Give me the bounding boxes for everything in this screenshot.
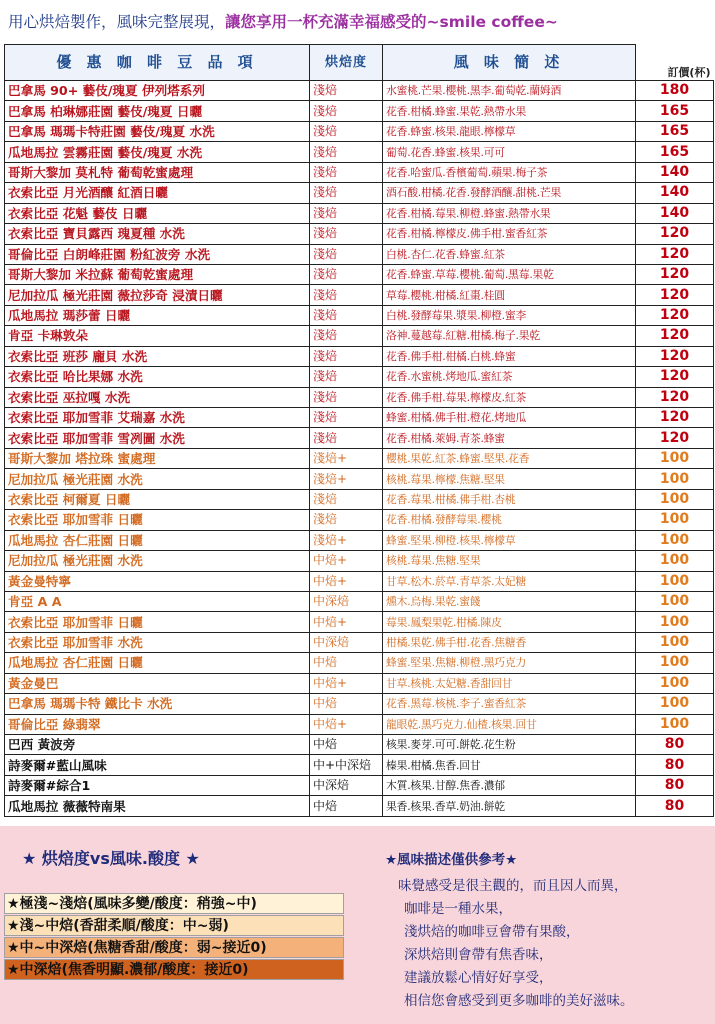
flavor-notes: 龍眼乾.黑巧克力.仙楂.核果.回甘 (383, 714, 636, 734)
flavor-notes: 花香.柑橘.萊姆.青茶.蜂蜜 (383, 428, 636, 448)
bean-name: 哥倫比亞 白朗峰莊園 粉紅波旁 水洗 (5, 244, 310, 264)
price: 100 (636, 489, 714, 509)
header-slogan (8, 10, 708, 34)
roast-level: 淺焙 (310, 142, 383, 162)
flavor-notes: 花香.蜂蜜.草莓.櫻桃.葡萄.黑莓.果乾 (383, 264, 636, 284)
roast-level: 中深焙 (310, 591, 383, 611)
bean-name: 瓜地馬拉 薇薇特南果 (5, 796, 310, 816)
table-row (5, 121, 714, 141)
roast-level: 淺焙+ (310, 530, 383, 550)
bean-name: 衣索比亞 耶加雪菲 日曬 (5, 612, 310, 632)
bean-name: 哥斯大黎加 塔拉珠 蜜處理 (5, 448, 310, 468)
table-row (5, 571, 714, 591)
table-row (5, 305, 714, 325)
legend-title: ★ 烘焙度vs風味.酸度 ★ (22, 849, 200, 868)
price: 80 (636, 796, 714, 816)
flavor-notes: 甘草.松木.菸草.青草茶.太妃糖 (383, 571, 636, 591)
flavor-notes: 甘草.核桃.太妃糖.香甜回甘 (383, 673, 636, 693)
table-row (5, 775, 714, 795)
table-row (5, 326, 714, 346)
legend-item: ★中深焙(焦香明顯.濃郁/酸度：接近0) (4, 959, 344, 980)
roast-level: 淺焙 (310, 264, 383, 284)
price: 140 (636, 203, 714, 223)
price: 165 (636, 101, 714, 121)
header-bean: 優 惠 咖 啡 豆 品 項 (5, 45, 310, 81)
table-row (5, 591, 714, 611)
table-row (5, 244, 714, 264)
price: 80 (636, 775, 714, 795)
roast-level: 淺焙 (310, 101, 383, 121)
flavor-notes: 洛神.蔓越莓.紅糖.柑橘.梅子.果乾 (383, 326, 636, 346)
flavor-notes: 酒石酸.柑橘.花香.發酵酒釀.甜桃.芒果 (383, 183, 636, 203)
table-row (5, 448, 714, 468)
table-row (5, 796, 714, 816)
table-row (5, 224, 714, 244)
table-row (5, 714, 714, 734)
roast-level: 中+中深焙 (310, 755, 383, 775)
roast-level: 淺焙 (310, 387, 383, 407)
table-header-row (5, 45, 714, 81)
coffee-bean-table (4, 44, 714, 817)
bean-name: 巴拿馬 瑪瑪卡特 鐵比卡 水洗 (5, 694, 310, 714)
bean-name: 詩麥爾#藍山風味 (5, 755, 310, 775)
table-row (5, 673, 714, 693)
table-row (5, 81, 714, 101)
bean-name: 衣索比亞 寶貝露西 瑰夏種 水洗 (5, 224, 310, 244)
price: 80 (636, 735, 714, 755)
roast-level: 淺焙 (310, 183, 383, 203)
table-row (5, 387, 714, 407)
flavor-notes: 花香.黑莓.核桃.李子.蜜香紅茶 (383, 694, 636, 714)
bean-name: 衣索比亞 耶加雪菲 日曬 (5, 510, 310, 530)
price: 120 (636, 326, 714, 346)
slogan-part-2: 讓您享用一杯充滿幸福感受的~smile coffee~ (225, 13, 558, 31)
table-row (5, 489, 714, 509)
table-row (5, 612, 714, 632)
price: 100 (636, 530, 714, 550)
bean-name: 衣索比亞 花魁 藝伎 日曬 (5, 203, 310, 223)
table-row (5, 735, 714, 755)
flavor-notes: 花香.水蜜桃.烤地瓜.蜜紅茶 (383, 367, 636, 387)
price: 120 (636, 244, 714, 264)
flavor-notes: 花香.佛手柑.莓果.檸檬皮.紅茶 (383, 387, 636, 407)
roast-level: 淺焙 (310, 224, 383, 244)
flavor-notes: 花香.柑橘.蜂蜜.果乾.熱帶水果 (383, 101, 636, 121)
table-row (5, 632, 714, 652)
price: 165 (636, 121, 714, 141)
price: 120 (636, 346, 714, 366)
table-row (5, 551, 714, 571)
table-row (5, 203, 714, 223)
roast-level: 中焙+ (310, 551, 383, 571)
flavor-notes: 莓果.鳳梨果乾.柑橘.陳皮 (383, 612, 636, 632)
header-price: 訂價(杯) (636, 45, 714, 81)
bean-name: 衣索比亞 耶加雪菲 艾瑞嘉 水洗 (5, 408, 310, 428)
flavor-notes: 燻木.烏梅.果乾.蜜餞 (383, 591, 636, 611)
flavor-notes: 蜂蜜.柑橘.佛手柑.橙花.烤地瓜 (383, 408, 636, 428)
flavor-notes: 花香.柑橘.莓果.柳橙.蜂蜜.熱帶水果 (383, 203, 636, 223)
bean-name: 瓜地馬拉 杏仁莊園 日曬 (5, 653, 310, 673)
bean-name: 哥斯大黎加 米拉蘇 葡萄乾蜜處理 (5, 264, 310, 284)
price: 100 (636, 612, 714, 632)
flavor-notes: 果香.核果.香草.奶油.餅乾 (383, 796, 636, 816)
bean-name: 哥倫比亞 綠翡翠 (5, 714, 310, 734)
roast-level: 淺焙 (310, 489, 383, 509)
roast-level: 淺焙 (310, 81, 383, 101)
flavor-notes: 花香.蜂蜜.核果.龍眼.檸檬草 (383, 121, 636, 141)
roast-level: 中深焙 (310, 632, 383, 652)
legend-item: ★中~中深焙(焦糖香甜/酸度：弱~接近0) (4, 937, 344, 958)
price: 120 (636, 264, 714, 284)
roast-level: 淺焙 (310, 162, 383, 182)
bean-name: 衣索比亞 耶加雪菲 水洗 (5, 632, 310, 652)
table-row (5, 285, 714, 305)
note-line: 深烘焙則會帶有焦香味， (404, 947, 553, 963)
flavor-notes: 白桃.發酵莓果.漿果.柳橙.蜜李 (383, 305, 636, 325)
roast-level: 淺焙 (310, 305, 383, 325)
table-row (5, 367, 714, 387)
bean-name: 巴拿馬 柏琳娜莊園 藝伎/瑰夏 日曬 (5, 101, 310, 121)
price: 100 (636, 632, 714, 652)
roast-level: 中焙+ (310, 673, 383, 693)
legend-panel (0, 826, 715, 1024)
roast-level: 中焙 (310, 694, 383, 714)
roast-level: 淺焙+ (310, 469, 383, 489)
bean-name: 黃金曼特寧 (5, 571, 310, 591)
bean-name: 巴拿馬 瑪瑪卡特莊園 藝伎/瑰夏 水洗 (5, 121, 310, 141)
table-row (5, 653, 714, 673)
header-flavor: 風 味 簡 述 (383, 45, 636, 81)
table-row (5, 694, 714, 714)
price: 100 (636, 551, 714, 571)
bean-name: 衣索比亞 哈比果娜 水洗 (5, 367, 310, 387)
bean-name: 尼加拉瓜 極光莊園 薇拉莎奇 浸漬日曬 (5, 285, 310, 305)
price: 80 (636, 755, 714, 775)
bean-name: 衣索比亞 柯爾夏 日曬 (5, 489, 310, 509)
table-row (5, 408, 714, 428)
bean-name: 衣索比亞 巫拉嘎 水洗 (5, 387, 310, 407)
flavor-notes: 櫻桃.果乾.紅茶.蜂蜜.堅果.花香 (383, 448, 636, 468)
roast-level: 中焙 (310, 735, 383, 755)
flavor-notes: 花香.哈蜜瓜.香檳葡萄.蘋果.梅子茶 (383, 162, 636, 182)
price: 100 (636, 510, 714, 530)
flavor-notes: 水蜜桃.芒果.櫻桃.黑李.葡萄乾.蘭姆酒 (383, 81, 636, 101)
flavor-notes: 葡萄.花香.蜂蜜.核果.可可 (383, 142, 636, 162)
note-line: 建議放鬆心情好好享受， (404, 970, 553, 986)
roast-level: 淺焙 (310, 367, 383, 387)
price: 120 (636, 285, 714, 305)
roast-level: 中焙 (310, 653, 383, 673)
table-row (5, 162, 714, 182)
price: 100 (636, 591, 714, 611)
bean-name: 衣索比亞 月光酒釀 紅酒日曬 (5, 183, 310, 203)
roast-level: 淺焙 (310, 428, 383, 448)
roast-level: 中焙 (310, 796, 383, 816)
table-body (5, 81, 714, 817)
legend-item: ★淺~中焙(香甜柔順/酸度：中~弱) (4, 915, 344, 936)
price: 120 (636, 367, 714, 387)
flavor-notes: 核果.麥芽.可可.餅乾.花生粉 (383, 735, 636, 755)
bean-name: 肯亞 A A (5, 591, 310, 611)
price: 100 (636, 571, 714, 591)
bean-name: 尼加拉瓜 極光莊園 水洗 (5, 551, 310, 571)
table-row (5, 183, 714, 203)
flavor-notes: 核桃.莓果.焦糖.堅果 (383, 551, 636, 571)
bean-name: 哥斯大黎加 莫札特 葡萄乾蜜處理 (5, 162, 310, 182)
flavor-notes: 蜂蜜.堅果.柳橙.核果.檸檬草 (383, 530, 636, 550)
price: 100 (636, 469, 714, 489)
flavor-notes: 花香.莓果.柑橘.佛手柑.杏桃 (383, 489, 636, 509)
roast-level: 中深焙 (310, 775, 383, 795)
price: 100 (636, 653, 714, 673)
roast-level: 中焙+ (310, 571, 383, 591)
roast-level: 淺焙 (310, 285, 383, 305)
table-row (5, 469, 714, 489)
table-row (5, 346, 714, 366)
bean-name: 衣索比亞 班莎 龐貝 水洗 (5, 346, 310, 366)
flavor-notes: 花香.佛手柑.柑橘.白桃.蜂蜜 (383, 346, 636, 366)
flavor-notes: 木質.核果.甘醇.焦香.濃郁 (383, 775, 636, 795)
price: 120 (636, 387, 714, 407)
note-title: ★風味描述僅供參考★ (385, 852, 518, 868)
flavor-notes: 白桃.杏仁.花香.蜂蜜.紅茶 (383, 244, 636, 264)
roast-level: 淺焙 (310, 326, 383, 346)
flavor-notes: 草莓.櫻桃.柑橘.紅棗.桂圓 (383, 285, 636, 305)
price: 120 (636, 224, 714, 244)
bean-name: 肯亞 卡琳敦朵 (5, 326, 310, 346)
price: 120 (636, 305, 714, 325)
price: 140 (636, 162, 714, 182)
bean-name: 瓜地馬拉 瑪莎蕾 日曬 (5, 305, 310, 325)
header-roast: 烘焙度 (310, 45, 383, 81)
flavor-notes: 花香.柑橘.檸檬皮.佛手柑.蜜香紅茶 (383, 224, 636, 244)
note-line: 咖啡是一種水果， (404, 901, 512, 917)
price: 100 (636, 714, 714, 734)
table-row (5, 510, 714, 530)
table-row (5, 428, 714, 448)
flavor-notes: 核桃.莓果.檸檬.焦糖.堅果 (383, 469, 636, 489)
roast-level: 中焙+ (310, 714, 383, 734)
roast-level: 淺焙 (310, 244, 383, 264)
flavor-notes: 花香.柑橘.發酵莓果.櫻桃 (383, 510, 636, 530)
price: 100 (636, 448, 714, 468)
table-row (5, 755, 714, 775)
roast-level: 淺焙 (310, 408, 383, 428)
note-line: 相信您會感受到更多咖啡的美好滋味。 (404, 993, 634, 1009)
roast-level: 淺焙 (310, 510, 383, 530)
flavor-notes: 柑橘.果乾.佛手柑.花香.焦糖香 (383, 632, 636, 652)
table-row (5, 264, 714, 284)
table-row (5, 101, 714, 121)
roast-level: 中焙+ (310, 612, 383, 632)
roast-level: 淺焙 (310, 121, 383, 141)
price: 165 (636, 142, 714, 162)
table-row (5, 530, 714, 550)
flavor-notes: 榛果.柑橘.焦香.回甘 (383, 755, 636, 775)
bean-name: 瓜地馬拉 杏仁莊園 日曬 (5, 530, 310, 550)
roast-level: 淺焙 (310, 203, 383, 223)
bean-name: 衣索比亞 耶加雪菲 雪冽圖 水洗 (5, 428, 310, 448)
legend-item: ★極淺~淺焙(風味多變/酸度：稍強~中) (4, 893, 344, 914)
bean-name: 尼加拉瓜 極光莊園 水洗 (5, 469, 310, 489)
price: 120 (636, 408, 714, 428)
bean-name: 瓜地馬拉 雲霧莊園 藝伎/瑰夏 水洗 (5, 142, 310, 162)
bean-name: 詩麥爾#綜合1 (5, 775, 310, 795)
price: 100 (636, 673, 714, 693)
price: 140 (636, 183, 714, 203)
flavor-notes: 蜂蜜.堅果.焦糖.柳橙.黑巧克力 (383, 653, 636, 673)
price: 180 (636, 81, 714, 101)
bean-name: 巴拿馬 90+ 藝伎/瑰夏 伊列塔系列 (5, 81, 310, 101)
price: 100 (636, 694, 714, 714)
note-line: 淺烘焙的咖啡豆會帶有果酸， (404, 924, 580, 940)
note-line: 味覺感受是很主觀的，而且因人而異， (398, 878, 628, 894)
bean-name: 巴西 黃波旁 (5, 735, 310, 755)
slogan-part-1: 用心烘焙製作，風味完整展現， (8, 13, 226, 31)
table-row (5, 142, 714, 162)
price: 120 (636, 428, 714, 448)
roast-level: 淺焙 (310, 346, 383, 366)
bean-name: 黃金曼巴 (5, 673, 310, 693)
roast-level: 淺焙+ (310, 448, 383, 468)
